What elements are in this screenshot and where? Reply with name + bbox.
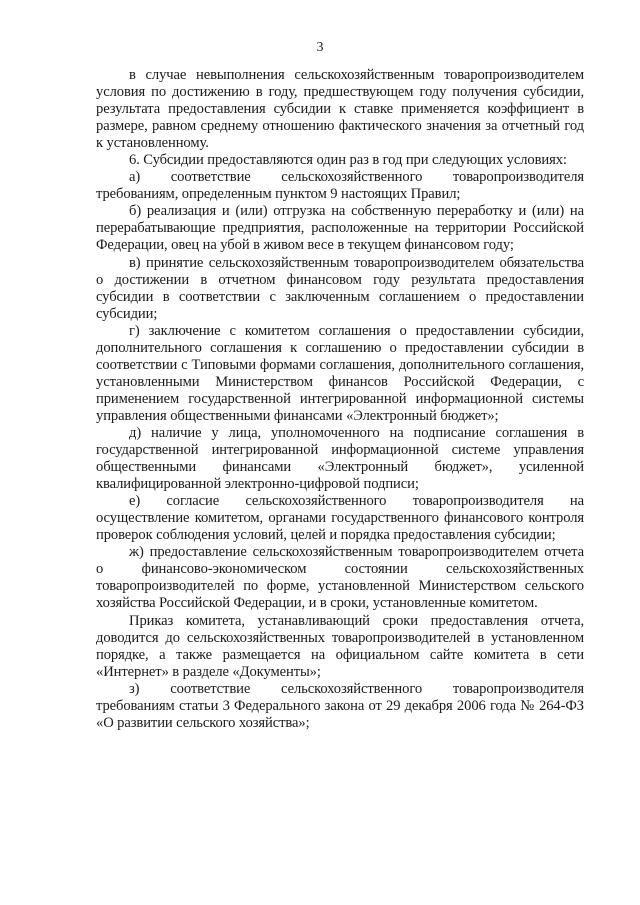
- condition-z: з) соответствие сельскохозяйственного товаропроизводителя требованиям статьи 3 Федерального закона от 29 декабря 2006 года № 264-ФЗ «О развитии сельского хозяйства»;: [96, 680, 584, 731]
- condition-a: а) соответствие сельскохозяйственного товаропроизводителя требованиям, определенным пунктом 9 настоящих Правил;: [96, 169, 584, 203]
- condition-e: е) согласие сельскохозяйственного товаропроизводителя на осуществление комитетом, органами государственного финансового контроля проверок соблюдения условий, целей и порядка предоставления субсидии;: [96, 493, 584, 544]
- paragraph-6-conditions: 6. Субсидии предоставляются один раз в год при следующих условиях:: [129, 152, 567, 169]
- condition-g: г) заключение с комитетом соглашения о предоставлении субсидии, дополнительного соглашения к соглашению о предоставлении субсидии в соответствии с Типовыми формами соглашения, дополнительного соглашения, установленными Министерством финансов Российской Федерации, с применением государственной интегрированной информационной системы управления общественными финансами «Электронный бюджет»;: [96, 322, 584, 424]
- condition-v: в) принятие сельскохозяйственным товаропроизводителем обязательства о достижении в отчетном финансовом году результата предоставления субсидии в соответствии с заключенным соглашением о предоставлении субсидии;: [96, 254, 584, 322]
- condition-d: д) наличие у лица, уполномоченного на подписание соглашения в государственной интегрированной информационной системе управления общественными финансами «Электронный бюджет», усиленной квалифицированной электронно-цифровой подписи;: [96, 424, 584, 493]
- paragraph-order-deadlines: Приказ комитета, устанавливающий сроки предоставления отчета, доводится до сельскохозяйственных товаропроизводителей в установленном порядке, а также размещается на официальном сайте комитета в сети «Интернет» в разделе «Документы»;: [96, 612, 584, 680]
- condition-b: б) реализация и (или) отгрузка на собственную переработку и (или) на перерабатывающие предприятия, расположенные на территории Российской Федерации, овец на убой в живом весе в текущем финансовом году;: [96, 203, 584, 254]
- condition-zh: ж) предоставление сельскохозяйственным товаропроизводителем отчета о финансово-экономическом состоянии сельскохозяйственных товаропроизводителей по форме, установленной Министерством сельского хозяйства Российской Федерации, и в сроки, установленные комитетом.: [96, 544, 584, 612]
- document-body: [96, 67, 584, 732]
- page-number: 3: [316, 40, 324, 55]
- paragraph-coefficient: в случае невыполнения сельскохозяйственным товаропроизводителем условия по достижению в году, предшествующем году получения субсидии, результата предоставления субсидии к ставке применяется коэффициент в размере, равном среднему отношению фактического значения за отчетный год к установленному.: [96, 67, 584, 152]
